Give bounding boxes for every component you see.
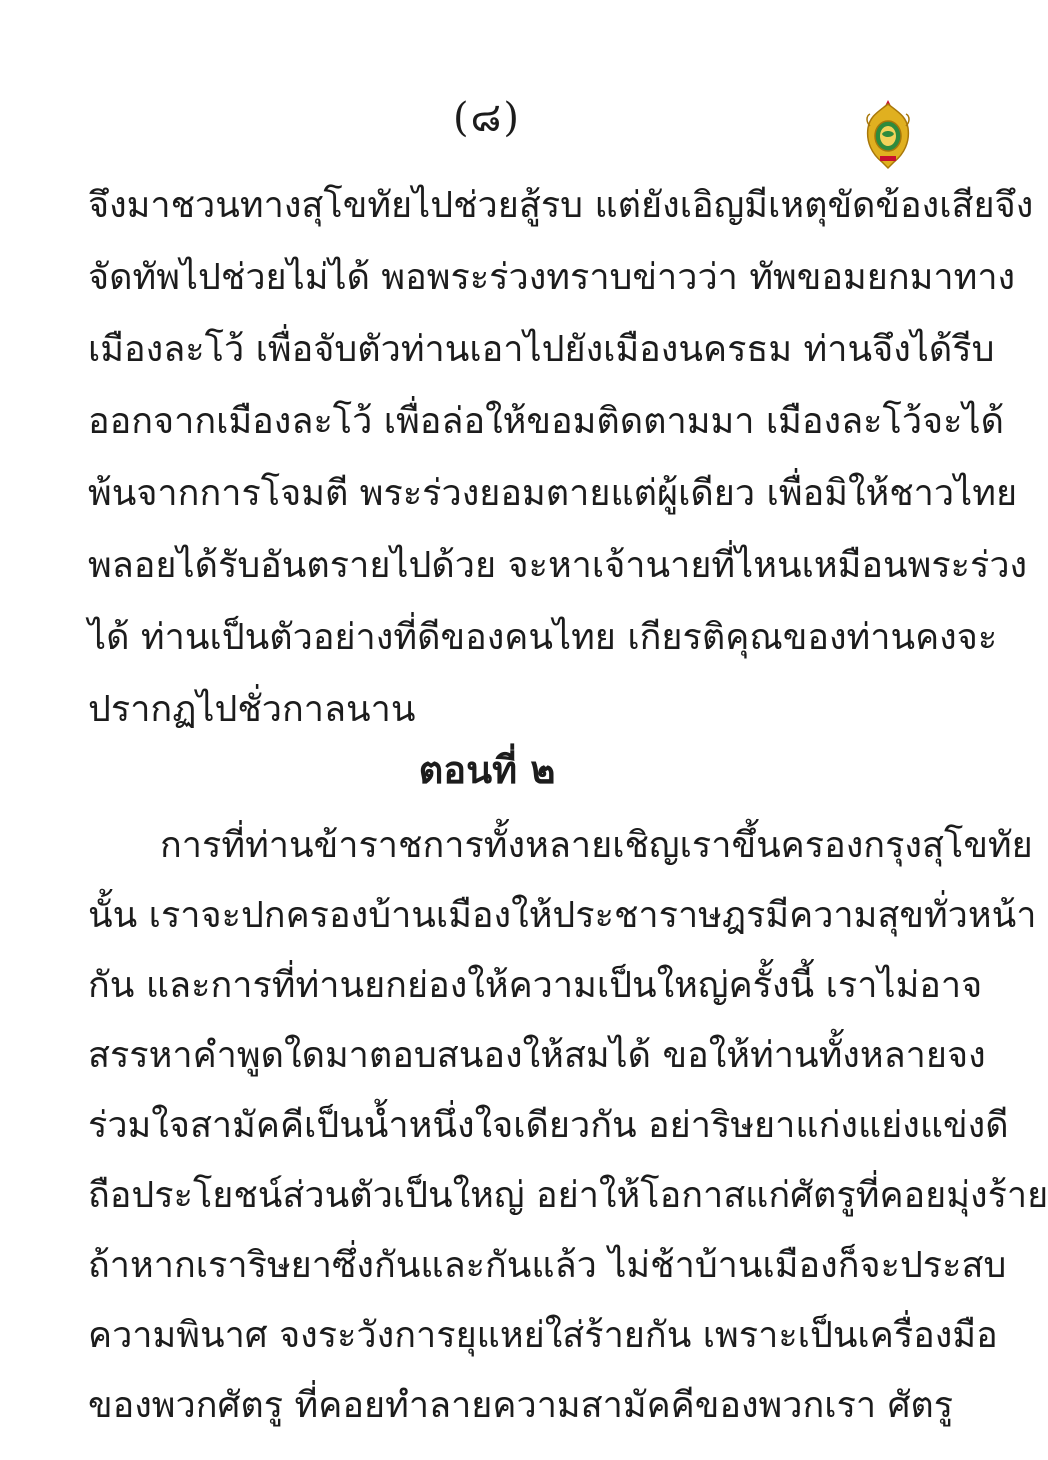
text-line: เมืองละโว้ เพื่อจับตัวท่านเอาไปยังเมืองนครธม ท่านจึงได้รีบ: [88, 329, 995, 370]
text-line: พลอยได้รับอันตรายไปด้วย จะหาเจ้านายที่ไหนเหมือนพระร่วง: [88, 545, 1028, 586]
text-line: ปรากฏไปชั่วกาลนาน: [88, 689, 416, 730]
page-number: (๘): [452, 95, 522, 141]
text-line: จัดทัพไปช่วยไม่ได้ พอพระร่วงทราบข่าวว่า ทัพขอมยกมาทาง: [88, 257, 1016, 298]
text-line: กัน และการที่ท่านยกย่องให้ความเป็นใหญ่ครั้งนี้ เราไม่อาจ: [88, 965, 983, 1006]
text-line: จึงมาชวนทางสุโขทัยไปช่วยสู้รบ แต่ยังเอิญมีเหตุขัดข้องเสียจึง: [88, 185, 1034, 226]
section-heading: ตอนที่ ๒: [418, 747, 556, 792]
text-line: การที่ท่านข้าราชการทั้งหลายเชิญเราขึ้นครองกรุงสุโขทัย: [160, 825, 1033, 866]
text-line: สรรหาคำพูดใดมาตอบสนองให้สมได้ ขอให้ท่านทั้งหลายจง: [88, 1035, 986, 1076]
text-line: ออกจากเมืองละโว้ เพื่อล่อให้ขอมติดตามมา เมืองละโว้จะได้: [88, 401, 1004, 442]
text-line: ได้ ท่านเป็นตัวอย่างที่ดีของคนไทย เกียรติคุณของท่านคงจะ: [88, 617, 998, 658]
text-line: ถ้าหากเราริษยาซึ่งกันและกันแล้ว ไม่ช้าบ้านเมืองก็จะประสบ: [88, 1245, 1007, 1286]
text-line: พ้นจากการโจมตี พระร่วงยอมตายแต่ผู้เดียว เพื่อมิให้ชาวไทย: [88, 473, 1018, 514]
text-line: ร่วมใจสามัคคีเป็นน้ำหนึ่งใจเดียวกัน อย่าริษยาแก่งแย่งแข่งดี: [88, 1105, 1009, 1146]
thai-royal-emblem-icon: [860, 98, 916, 170]
text-line: ของพวกศัตรู ที่คอยทำลายความสามัคคีของพวกเรา ศัตรู: [88, 1385, 954, 1426]
text-line: ความพินาศ จงระวังการยุแหย่ใส่ร้ายกัน เพราะเป็นเครื่องมือ: [88, 1315, 998, 1356]
text-line: ถือประโยชน์ส่วนตัวเป็นใหญ่ อย่าให้โอกาสแก่ศัตรูที่คอยมุ่งร้าย: [88, 1175, 1048, 1216]
text-line: นั้น เราจะปกครองบ้านเมืองให้ประชาราษฎรมีความสุขทั่วหน้า: [88, 895, 1037, 936]
